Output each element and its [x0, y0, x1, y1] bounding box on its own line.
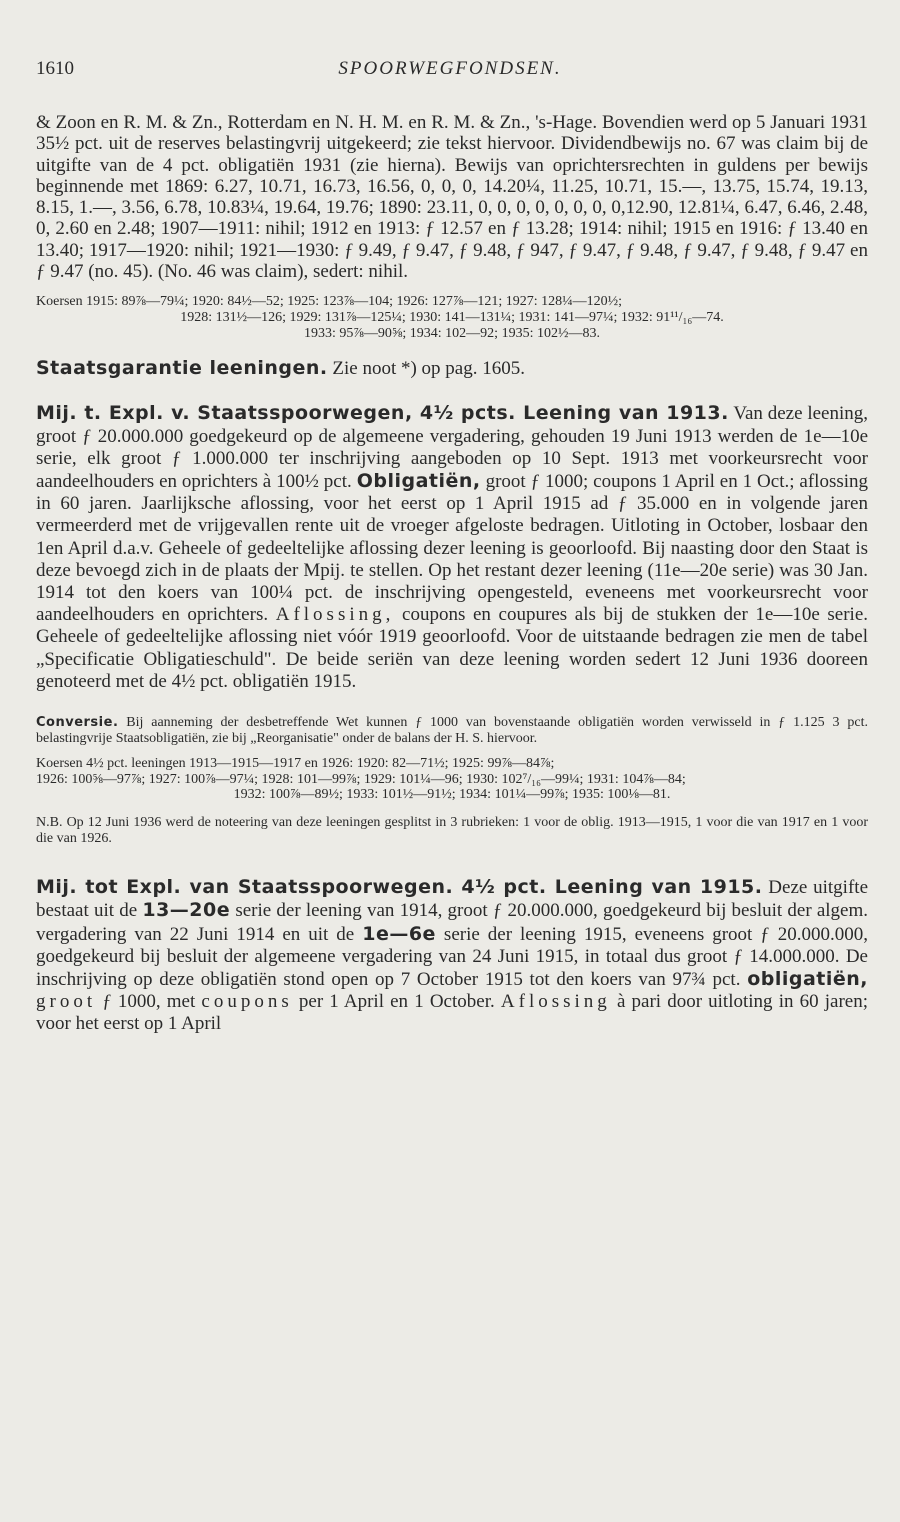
- loan-1913-paragraph: [36, 402, 868, 693]
- koersen-line: Koersen 4½ pct. leeningen 1913—1915—1917 en 1926: 1920: 82—71½; 1925: 99⅞—84⅞;: [36, 756, 555, 772]
- koersen-line: 1928: 131½—126; 1929: 131⅞—125¼; 1930: 141—131¼; 1931: 141—97¼; 1932: 91¹¹/₁₆—74.: [180, 309, 724, 325]
- loan-1915-text-5: per 1 April en 1 October.: [298, 991, 495, 1013]
- koersen-line: 1933: 95⅞—90⅝; 1934: 102—92; 1935: 102½—83.: [304, 325, 600, 341]
- loan-1915-text-3: serie der leening 1915, eveneens groot ƒ 20.000.000, goedgekeurd bij besluit der algemeene vergadering van 24 Juni 1915, in totaal dus groot ƒ 14.000.000. De inschrijving op deze obligatiën stond open op 7 October 1915 tot den koers van 97¾ pct.: [36, 923, 869, 990]
- conversie-text: Bij aanneming der desbetreffende Wet kunnen ƒ 1000 van bovenstaande obligatiën worden verwisseld in ƒ 1.125 3 pct. belastingvrije Staatsobligatiën, zie bij „Reorganisatie" onder de balans der H. S. hiervoor.: [36, 715, 868, 746]
- intro-paragraph: & Zoon en R. M. & Zn., Rotterdam en N. H. M. en R. M. & Zn., 's-Hage. Bovendien werd op 5 Januari 1931 35½ pct. uit de reserves belastingvrij uitgekeerd; zie tekst hiervoor. Dividendbewijs no. 67 was claim bij de uitgifte van de 4 pct. obligatiën 1931 (zie hierna). Bewijs van oprichtersrechten in guldens per bewijs beginnende met 1869: 6.27, 10.71, 16.73, 16.56, 0, 0, 0, 14.20¼, 11.25, 10.71, 15.—, 13.75, 15.74, 19.13, 8.15, 1.—, 3.56, 6.78, 10.83¼, 19.64, 19.76; 1890: 23.11, 0, 0, 0, 0, 0, 0, 0, 0,12.90, 12.81¼, 6.47, 6.46, 2.48, 0, 2.60 en 2.48; 1907—1911: nihil; 1912 en 1913: ƒ 12.57 en ƒ 13.28; 1914: nihil; 1915 en 1916: ƒ 13.40 en 13.40; 1917—1920: nihil; 1921—1930: ƒ 9.49, ƒ 9.47, ƒ 9.48, ƒ 947, ƒ 9.47, ƒ 9.48, ƒ 9.47, ƒ 9.48, ƒ 9.47 en ƒ 9.47 (no. 45). (No. 46 was claim), sedert: nihil.: [36, 112, 868, 283]
- loan-1915-text-6: à pari door uitloting in 60 jaren; voor het eerst op 1 April: [36, 991, 868, 1035]
- section-heading: Mij. tot Expl. van Staatsspoorwegen. 4½ pct. Leening van 1915.: [36, 876, 763, 899]
- running-title: SPOORWEGFONDSEN.: [338, 58, 562, 79]
- conversie-label: Conversie.: [36, 715, 119, 730]
- serie-label: 13—20e: [142, 899, 231, 922]
- aflossing-label: Aflossing: [500, 991, 611, 1013]
- page-number: 1610: [36, 58, 74, 79]
- groot-label: groot: [36, 991, 97, 1013]
- coupons-label: coupons: [201, 991, 293, 1013]
- loan-1913-text-2: groot ƒ 1000; coupons 1 April en 1 Oct.; aflossing in 60 jaren. Jaarlijksche aflossing, voor het eerst op 1 April 1915 ad ƒ 35.000 en in volgende jaren vermeerderd met de vrijgevallen rente uit de vroeger afgeloste bedragen. Uitloting in October, losbaar den 1en April d.a.v. Geheele of gedeeltelijke aflossing dezer leening is geoorloofd. Bij naasting door den Staat is deze bevoegd zich in de plaats der Mpij. te stellen. Op het restant dezer leening (11e—20e serie) was 30 Jan. 1914 tot den koers van 100¼ pct. de inschrijving opengesteld, eveneens met voorkeursrecht voor aandeelhouders en oprichters.: [36, 470, 869, 626]
- page-body: [36, 112, 868, 1036]
- staatsgarantie-text: Zie noot *) op pag. 1605.: [332, 358, 525, 380]
- koersen-line: 1932: 100⅞—89½; 1933: 101½—91½; 1934: 101¼—99⅞; 1935: 100⅛—81.: [233, 787, 671, 803]
- conversie-paragraph: [36, 715, 868, 746]
- loan-1913-text-3: coupons en coupures als bij de stukken der 1e—10e serie. Geheele of gedeeltelijke aflossing niet vóór 1919 geoorloofd. Voor de uitstaande bedragen zie men de tabel „Specificatie Obligatieschuld". De beide seriën van deze leening worden sedert 12 Juni 1936 dooreen genoteerd met de 4½ pct. obligatiën 1915.: [36, 604, 869, 692]
- page-header: [36, 58, 864, 88]
- koersen-line: Koersen 1915: 89⅞—79¼; 1920: 84½—52; 1925: 123⅞—104; 1926: 127⅞—121; 1927: 128¼—120½;: [36, 294, 623, 310]
- loan-1913-text-1: Van deze leening, groot ƒ 20.000.000 goedgekeurd op de algemeene vergadering, gehouden 19 Juni 1913 werden de 1e—10e serie, elk groot ƒ 1.000.000 ter inschrijving aangeboden op 10 Sept. 1913 met voorkeursrecht voor aandeelhouders en oprichters à 100½ pct.: [36, 403, 868, 492]
- loan-1915-text-1: Deze uitgifte bestaat uit de: [36, 877, 868, 922]
- section-heading: Staatsgarantie leeningen.: [36, 357, 328, 380]
- obligatien-label: Obligatiën,: [356, 469, 481, 492]
- obligatien-label: obligatiën,: [747, 967, 869, 990]
- koersen-block-1: [36, 294, 868, 341]
- serie-label: 1e—6e: [362, 922, 436, 945]
- nb-note: N.B. Op 12 Juni 1936 werd de noteering van deze leeningen gesplitst in 3 rubrieken: 1 voor de oblig. 1913—1915, 1 voor die van 1917 en 1 voor die van 1926.: [36, 814, 868, 846]
- staatsgarantie-paragraph: [36, 357, 868, 380]
- koersen-line: 1926: 100⅝—97⅞; 1927: 100⅞—97¼; 1928: 101—99⅞; 1929: 101¼—96; 1930: 102⁷/₁₆—99¼; 1931: 104⅞—84;: [36, 771, 686, 787]
- loan-1915-paragraph: [36, 876, 868, 1035]
- loan-1915-text-2: serie der leening van 1914, groot ƒ 20.000.000, goedgekeurd bij besluit der algem. vergadering van 22 Juni 1914 en uit de: [36, 900, 869, 945]
- section-heading: Mij. t. Expl. v. Staatsspoorwegen, 4½ pcts. Leening van 1913.: [36, 402, 729, 425]
- loan-1915-text-4: ƒ 1000, met: [102, 991, 196, 1013]
- aflossing-label: Aflossing,: [275, 604, 395, 626]
- koersen-block-2: [36, 756, 868, 803]
